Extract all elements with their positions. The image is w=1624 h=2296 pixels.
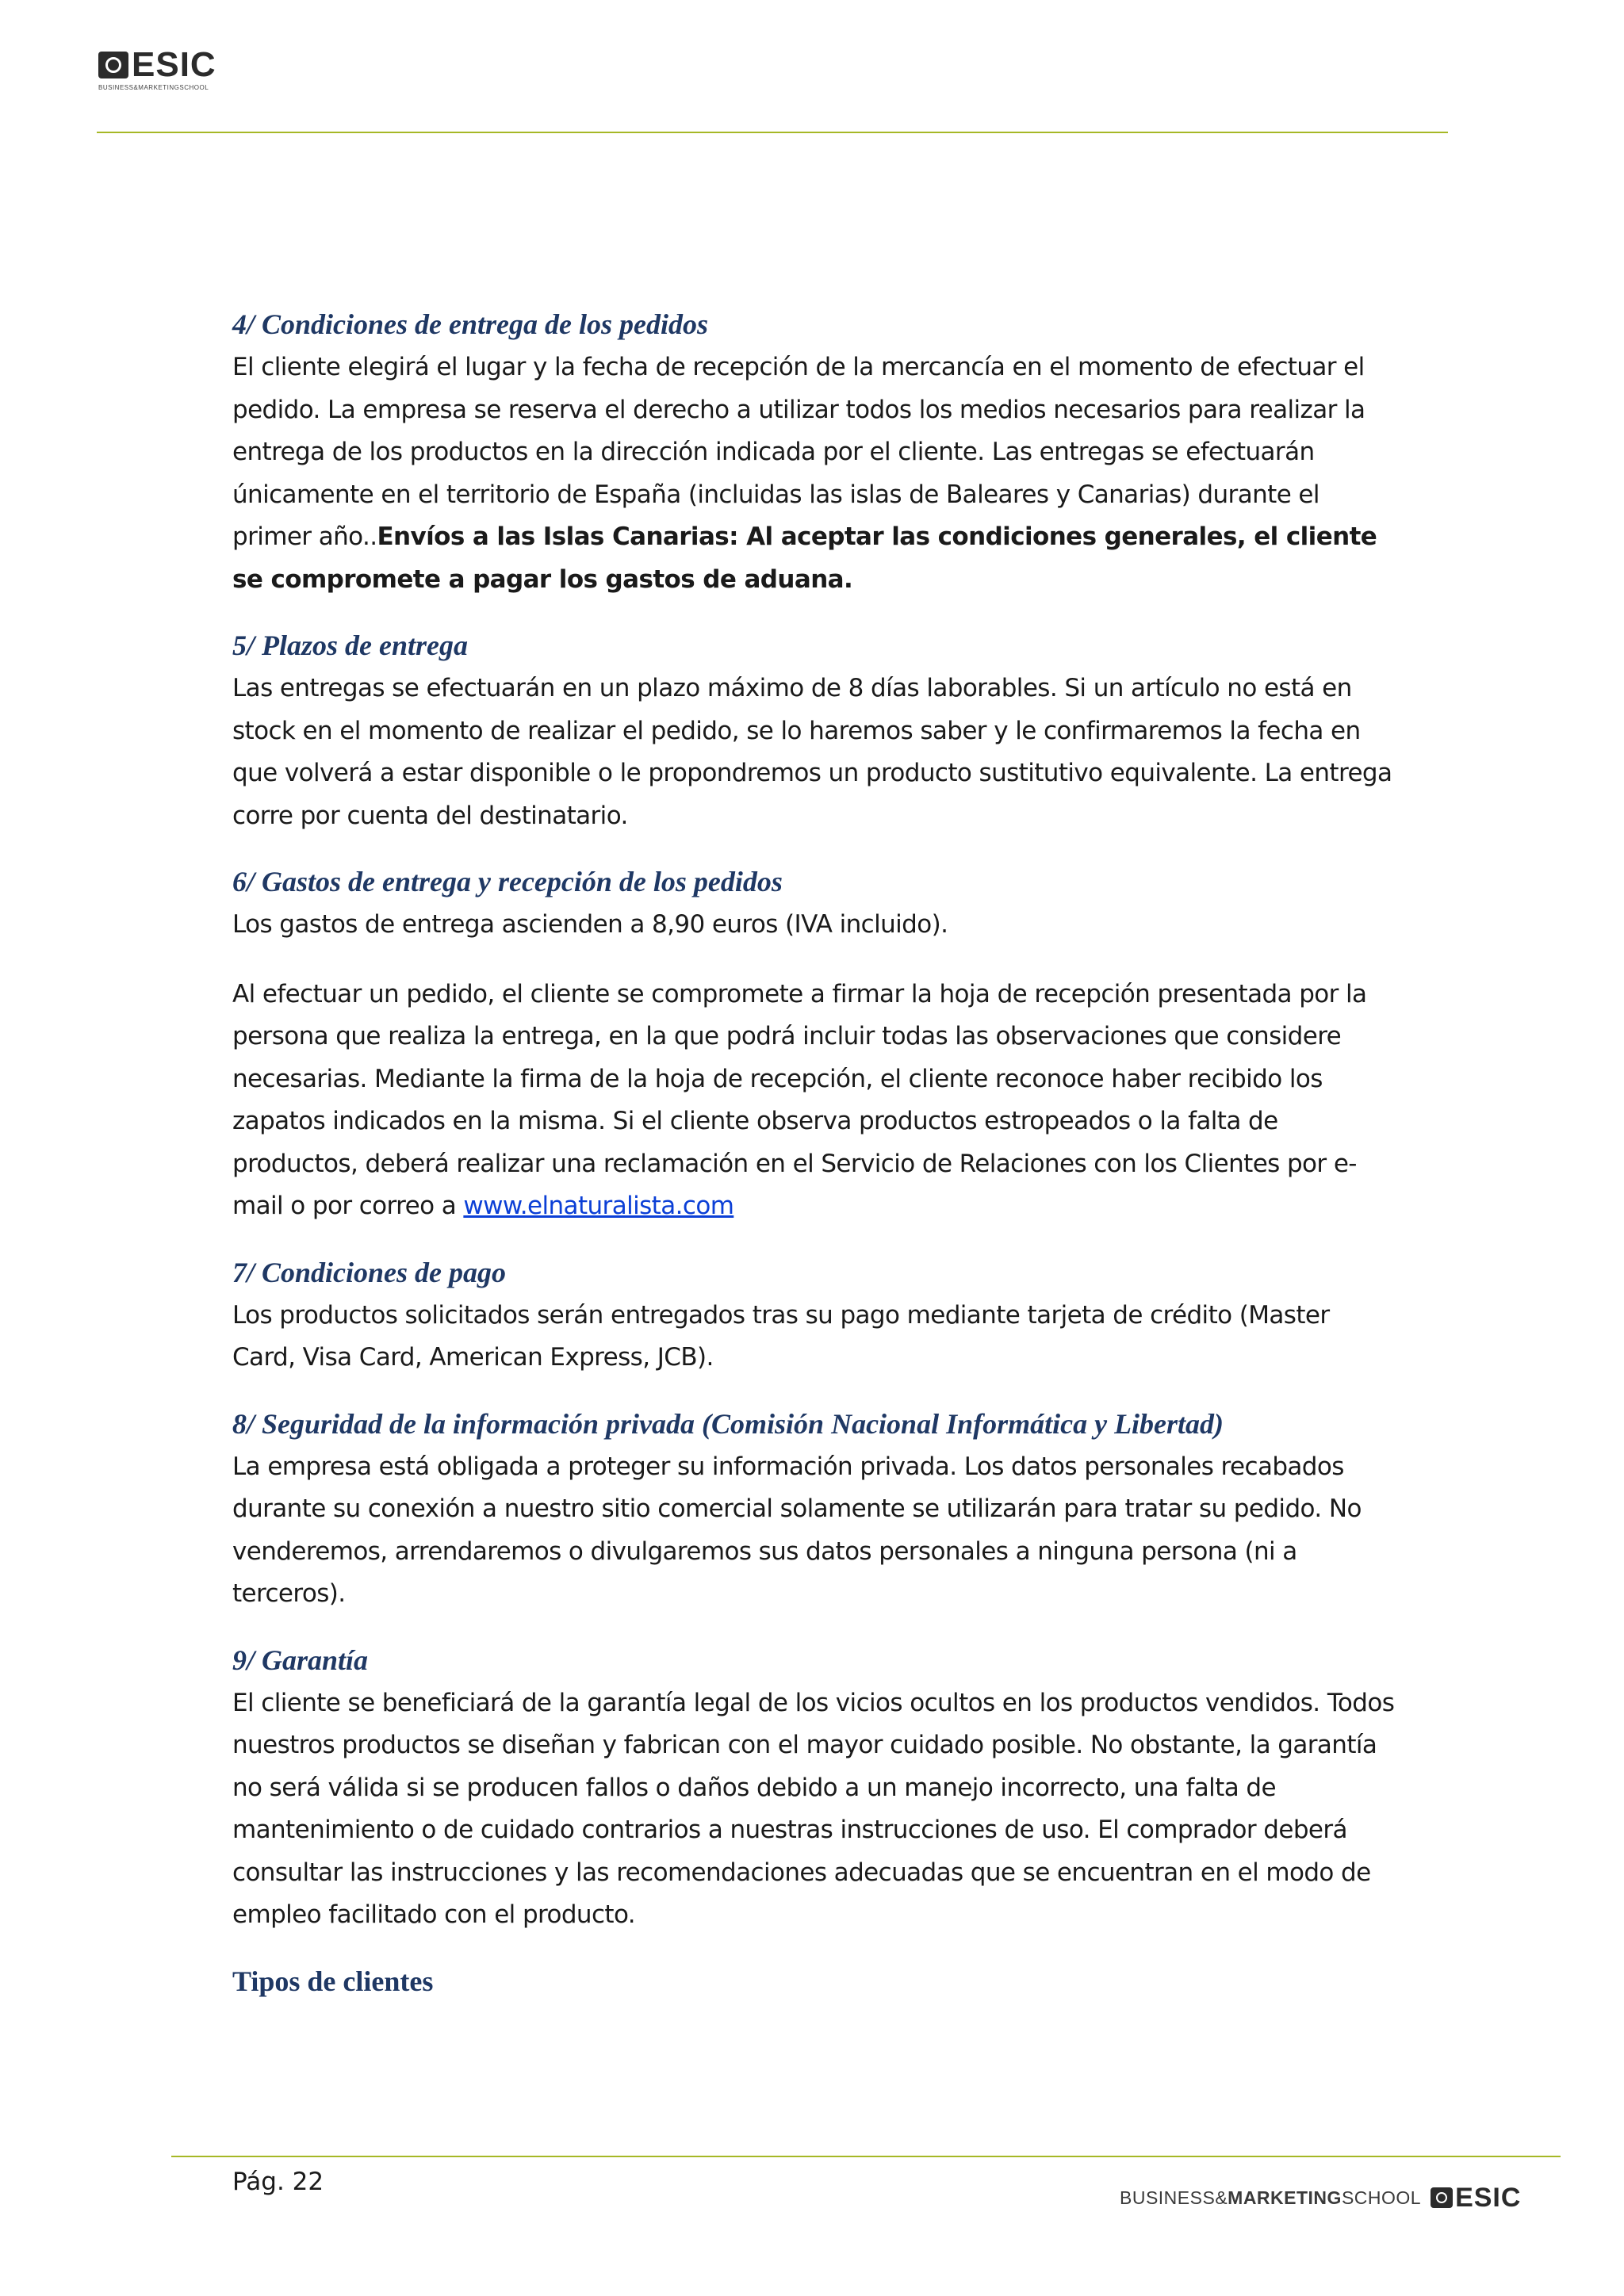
section xyxy=(232,1962,1398,2000)
document-body xyxy=(232,305,1398,2026)
esic-logo xyxy=(98,45,216,84)
footer-brand xyxy=(1120,2183,1522,2213)
section-heading: 5/ Plazos de entrega xyxy=(232,629,468,661)
section-heading: 8/ Seguridad de la información privada (Comisión Nacional Informática y Libertad) xyxy=(232,1407,1224,1440)
paragraph xyxy=(232,346,1398,601)
paragraph-text: Los productos solicitados serán entregados tras su pago mediante tarjeta de crédito (Master Card, Visa Card, American Express, JCB). xyxy=(232,1300,1330,1372)
section xyxy=(232,863,1398,1228)
footer-seal-icon xyxy=(1431,2187,1453,2208)
section xyxy=(232,626,1398,837)
logo-text: ESIC xyxy=(132,45,216,84)
footer-divider xyxy=(171,2156,1561,2157)
paragraph xyxy=(232,1682,1398,1937)
seal-icon xyxy=(98,52,128,78)
section-heading: 7/ Condiciones de pago xyxy=(232,1256,507,1288)
paragraph-text: Las entregas se efectuarán en un plazo máximo de 8 días laborables. Si un artículo no está en stock en el momento de realizar el pedido, se lo haremos saber y le confirmaremos la fecha en que volverá a estar disponible o le propondremos un producto sustitutivo equivalente. La entrega corre por cuenta del destinatario. xyxy=(232,674,1392,830)
bold-notice: Envíos a las Islas Canarias: Al aceptar las condiciones generales, el cliente se compromete a pagar los gastos de aduana. xyxy=(232,522,1377,594)
paragraph-text: Los gastos de entrega ascienden a 8,90 euros (IVA incluido). xyxy=(232,910,948,939)
logo-tagline: BUSINESS&MARKETINGSCHOOL xyxy=(98,84,209,91)
website-link[interactable]: www.elnaturalista.com xyxy=(463,1192,734,1220)
paragraph-text: El cliente elegirá el lugar y la fecha de recepción de la mercancía en el momento de efectuar el pedido. La empresa se reserva el derecho a utilizar todos los medios necesarios para realizar la entrega de los productos en la dirección indicada por el cliente. Las entregas se efectuarán únicamente en el territorio de España (incluidas las islas de Baleares y Canarias) durante el primer año.. xyxy=(232,353,1365,551)
header-divider xyxy=(97,132,1448,133)
page-number: Pág. 22 xyxy=(232,2168,324,2196)
paragraph xyxy=(232,1446,1398,1616)
footer-logo-text: ESIC xyxy=(1455,2183,1522,2213)
section-heading: 4/ Condiciones de entrega de los pedidos xyxy=(232,308,708,340)
section xyxy=(232,1641,1398,1937)
paragraph-text: El cliente se beneficiará de la garantía legal de los vicios ocultos en los productos vendidos. Todos nuestros productos se diseñan y fabrican con el mayor cuidado posible. No obstante, la garantía no será válida si se producen fallos o daños debido a un manejo incorrecto, una falta de mantenimiento o de cuidado contrarios a nuestras instrucciones de uso. El comprador deberá consultar las instrucciones y las recomendaciones adecuadas que se encuentran en el modo de empleo facilitado con el producto. xyxy=(232,1688,1395,1929)
section-heading: 9/ Garantía xyxy=(232,1644,369,1676)
paragraph-text: Al efectuar un pedido, el cliente se compromete a firmar la hoja de recepción presentada por la persona que realiza la entrega, en la que podrá incluir todas las observaciones que considere necesarias. Mediante la firma de la hoja de recepción, el cliente reconoce haber recibido los zapatos indicados en la misma. Si el cliente observa productos estropeados o la falta de productos, deberá realizar una reclamación en el Servicio de Relaciones con los Clientes por e-mail o por correo a xyxy=(232,979,1367,1220)
header-logo xyxy=(98,45,216,91)
section xyxy=(232,1405,1398,1616)
section xyxy=(232,1253,1398,1380)
paragraph xyxy=(232,904,1398,947)
section xyxy=(232,305,1398,601)
section-heading: 6/ Gastos de entrega y recepción de los pedidos xyxy=(232,866,783,897)
paragraph-text: La empresa está obligada a proteger su información privada. Los datos personales recabados durante su conexión a nuestro sitio comercial solamente se utilizarán para tratar su pedido. No venderemos, arrendaremos o divulgaremos sus datos personales a ninguna persona (ni a terceros). xyxy=(232,1452,1362,1608)
paragraph xyxy=(232,1295,1398,1380)
footer-brand-text: BUSINESS&MARKETINGSCHOOL xyxy=(1120,2187,1422,2208)
paragraph xyxy=(232,668,1398,837)
paragraph xyxy=(232,974,1398,1228)
section-heading: Tipos de clientes xyxy=(232,1965,434,1997)
